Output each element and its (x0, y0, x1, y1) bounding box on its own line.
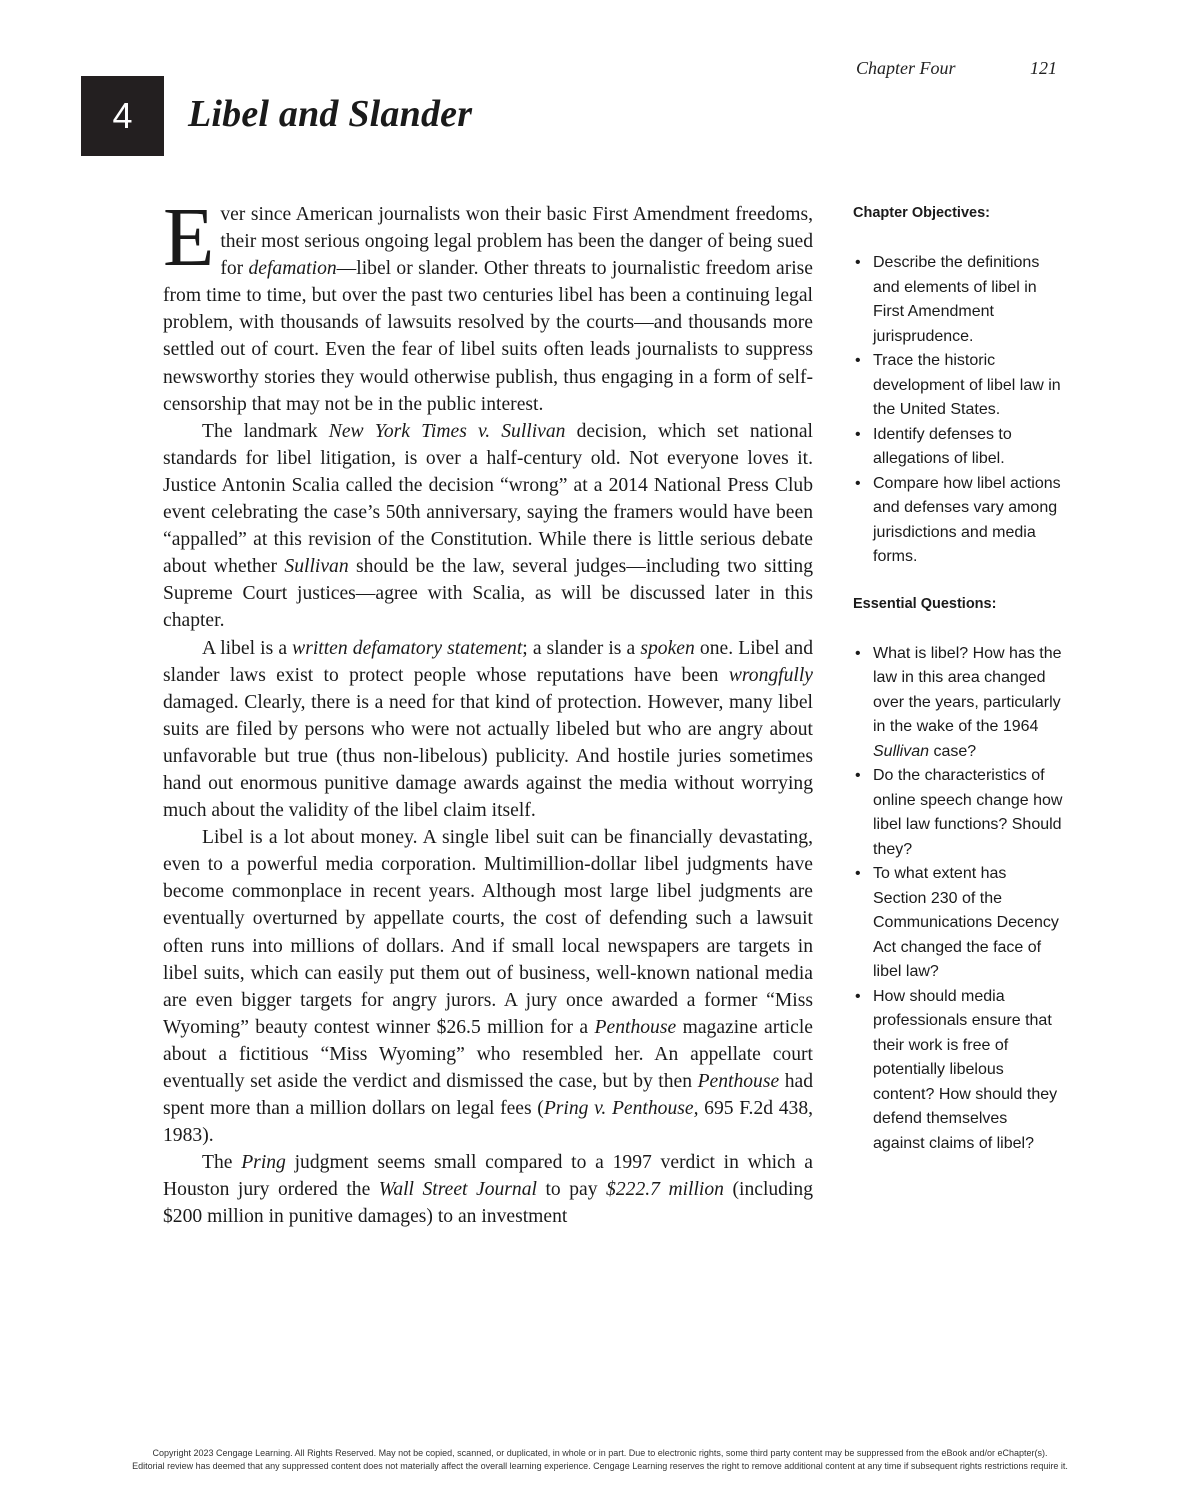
list-item: • Trace the historic development of libel law in the United States. (853, 349, 1063, 423)
footer-line-1: Copyright 2023 Cengage Learning. All Rights Reserved. May not be copied, scanned, or duplicated, in whole or in part. Due to electronic rights, some third party content may be suppressed from the eBook and/or eChapter(s). (152, 1448, 1048, 1458)
list-item: • Compare how libel actions and defenses vary among jurisdictions and media forms. (853, 472, 1063, 570)
chapter-title: Libel and Slander (188, 93, 473, 135)
questions-heading: Essential Questions: (853, 595, 997, 612)
questions-list (853, 642, 1063, 1157)
list-item: • Identify defenses to allegations of libel. (853, 423, 1063, 472)
footer-line-2: Editorial review has deemed that any suppressed content does not materially affect the overall learning experience. Cengage Learning reserves the right to remove additional content at any time if subsequent rights restrictions require it. (132, 1461, 1068, 1471)
paragraph-4: Libel is a lot about money. A single libel suit can be financially devastating, even to a powerful media corporation. Multimillion-dollar libel judgments have become commonplace in recent years. Although most large libel judgments are eventually overturned by appellate courts, the cost of defending such a lawsuit often runs into millions of dollars. And if small local newspapers are targets in libel suits, which can easily put them out of business, well-known national media are even bigger targets for angry jurors. A jury once awarded a former “Miss Wyoming” beauty contest winner $26.5 million for a Penthouse magazine article about a fictitious “Miss Wyoming” who resembled her. An appellate court eventually set aside the verdict and dismissed the case, but by then Penthouse had spent more than a million dollars on legal fees (Pring v. Penthouse, 695 F.2d 438, 1983). (163, 827, 814, 1147)
paragraph-3: A libel is a written defamatory statement; a slander is a spoken one. Libel and slander laws exist to protect people whose reputations have been wrongfully damaged. Clearly, there is a need for that kind of protection. However, many libel suits are filed by persons who were not actually libeled but who are angry about unfavorable but true (thus non-libelous) publicity. And hostile juries sometimes hand out enormous punitive damage awards against the media without worrying much about the validity of the libel claim itself. (163, 637, 813, 822)
running-head: Chapter Four (856, 58, 956, 78)
list-item: • What is libel? How has the law in this area changed over the years, particularly in the wake of the 1964 Sullivan case? (853, 642, 1063, 765)
objectives-list (853, 251, 1063, 570)
objectives-heading: Chapter Objectives: (853, 205, 990, 221)
copyright-footer (0, 1447, 1200, 1473)
chapter-number: 4 (112, 95, 133, 136)
list-item: • To what extent has Section 230 of the Communications Decency Act changed the face of libel law? (853, 862, 1063, 985)
paragraph-5: The Pring judgment seems small compared to a 1997 verdict in which a Houston jury ordered the Wall Street Journal to pay $222.7 million (including $200 million in punitive damages) to an investment (163, 1152, 814, 1228)
paragraph-2: The landmark New York Times v. Sullivan decision, which set national standards for libel litigation, is over a half-century old. Not everyone loves it. Justice Antonin Scalia called the decision “wrong” at a 2014 National Press Club event celebrating the case’s 50th anniversary, saying the framers would have been “appalled” at this revision of the Constitution. While there is little serious debate about whether Sullivan should be the law, several judges—including two sitting Supreme Court justices—agree with Scalia, as will be discussed later in this chapter. (163, 420, 813, 632)
list-item: • Describe the definitions and elements of libel in First Amendment jurisprudence. (853, 251, 1063, 349)
list-item: • Do the characteristics of online speech change how libel law functions? Should they? (853, 764, 1063, 862)
page-number: 121 (1030, 58, 1057, 78)
list-item: • How should media professionals ensure that their work is free of potentially libelous content? How should they defend themselves against claims of libel? (853, 985, 1063, 1157)
chapter-number-box (81, 76, 164, 156)
main-body-text (163, 191, 814, 1231)
drop-cap: E (163, 191, 215, 284)
sidebar (853, 203, 1063, 1156)
paragraph-1: Ever since American journalists won their basic First Amendment freedoms, their most serious ongoing legal problem has been the danger of being sued for defamation—libel or slander. Other threats to journalistic freedom arise from time to time, but over the past two centuries libel has been a continuing legal problem, with thousands of lawsuits resolved by the courts—and thousands more settled out of court. Even the fear of libel suits often leads journalists to suppress newsworthy stories they would otherwise publish, thus engaging in a form of self-censorship that may not be in the public interest. (163, 191, 813, 415)
